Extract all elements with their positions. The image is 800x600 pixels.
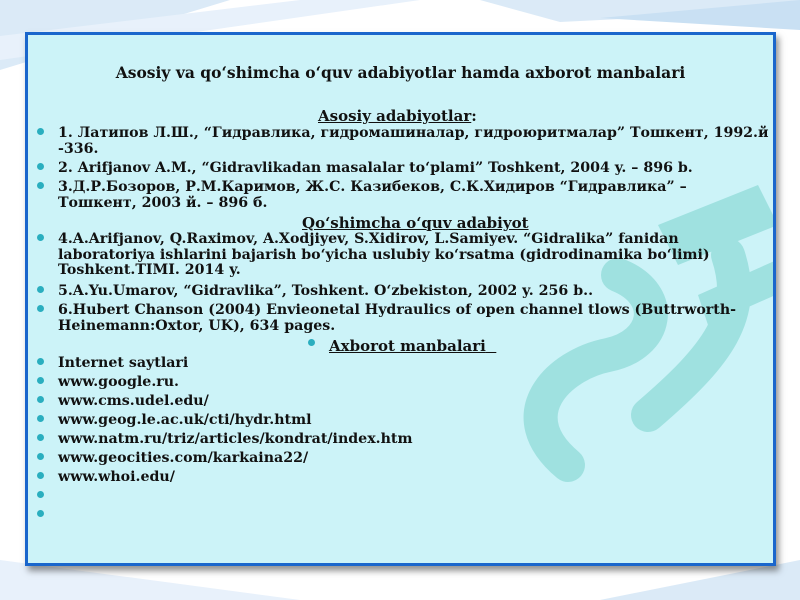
bullet-icon xyxy=(37,472,44,479)
bullet-icon xyxy=(37,377,44,384)
bullet-icon xyxy=(37,182,44,189)
main-literature-heading xyxy=(318,107,477,125)
information-source-item: Internet saytlari xyxy=(58,355,189,371)
bullet-icon xyxy=(37,286,44,293)
additional-literature-heading: Qo‘shimcha o‘quv adabiyot xyxy=(302,214,529,232)
information-source-link[interactable]: www.natm.ru/triz/articles/kondrat/index.htm xyxy=(58,431,413,447)
information-source-link[interactable]: www.cms.udel.edu/ xyxy=(58,393,209,409)
main-literature-heading-text: Asosiy adabiyotlar xyxy=(318,107,472,125)
bullet-icon xyxy=(37,510,44,517)
main-literature-item: 3.Д.Р.Бозоров, Р.М.Каримов, Ж.С. Казибеков, С.К.Хидиров “Гидравлика” – Тошкент, 2003 й. – 896 б. xyxy=(58,179,687,211)
bullet-icon xyxy=(308,339,315,346)
bullet-icon xyxy=(37,358,44,365)
main-literature-item: 2. Arifjanov A.M., “Gidravlikadan masalalar to‘plami” Toshkent, 2004 y. – 896 b. xyxy=(58,160,693,176)
bullet-icon xyxy=(37,415,44,422)
bullet-icon xyxy=(37,305,44,312)
information-sources-heading-text: Axborot manbalari xyxy=(329,337,486,355)
bullet-icon xyxy=(37,434,44,441)
bullet-icon xyxy=(37,453,44,460)
bullet-icon xyxy=(37,163,44,170)
additional-literature-item: 5.A.Yu.Umarov, “Gidravlika”, Toshkent. O‘zbekiston, 2002 y. 256 b.. xyxy=(58,283,594,299)
bullet-icon xyxy=(37,491,44,498)
additional-literature-item: 4.A.Arifjanov, Q.Raximov, A.Xodjiyev, S.Xidirov, L.Samiyev. “Gidralika” fanidan laboratoriya ishlarini bajarish bo‘yicha uslubiy ko‘rsatma (gidrodinamika bo‘limi) Toshkent.TIMI. 2014 y. xyxy=(58,231,710,278)
information-source-link[interactable]: www.geog.le.ac.uk/cti/hydr.html xyxy=(58,412,312,428)
bullet-icon xyxy=(37,128,44,135)
information-sources-heading xyxy=(329,337,496,355)
information-source-link[interactable]: www.whoi.edu/ xyxy=(58,469,175,485)
page-title: Asosiy va qo‘shimcha o‘quv adabiyotlar hamda axborot manbalari xyxy=(115,63,686,82)
slide-panel xyxy=(25,32,776,566)
information-source-link[interactable]: www.geocities.com/karkaina22/ xyxy=(58,450,309,466)
bullet-icon xyxy=(37,396,44,403)
main-literature-heading-colon: : xyxy=(471,107,477,125)
bullet-icon xyxy=(37,234,44,241)
additional-literature-item: 6.Hubert Chanson (2004) Envieonetal Hydraulics of open channel tlows (Buttrworth-Heinemann:Oxtor, UK), 634 pages. xyxy=(58,302,737,334)
main-literature-item: 1. Латипов Л.Ш., “Гидравлика, гидромашиналар, гидроюритмалар” Тошкент, 1992.й -336. xyxy=(58,125,769,157)
information-source-link[interactable]: www.google.ru. xyxy=(58,374,180,390)
